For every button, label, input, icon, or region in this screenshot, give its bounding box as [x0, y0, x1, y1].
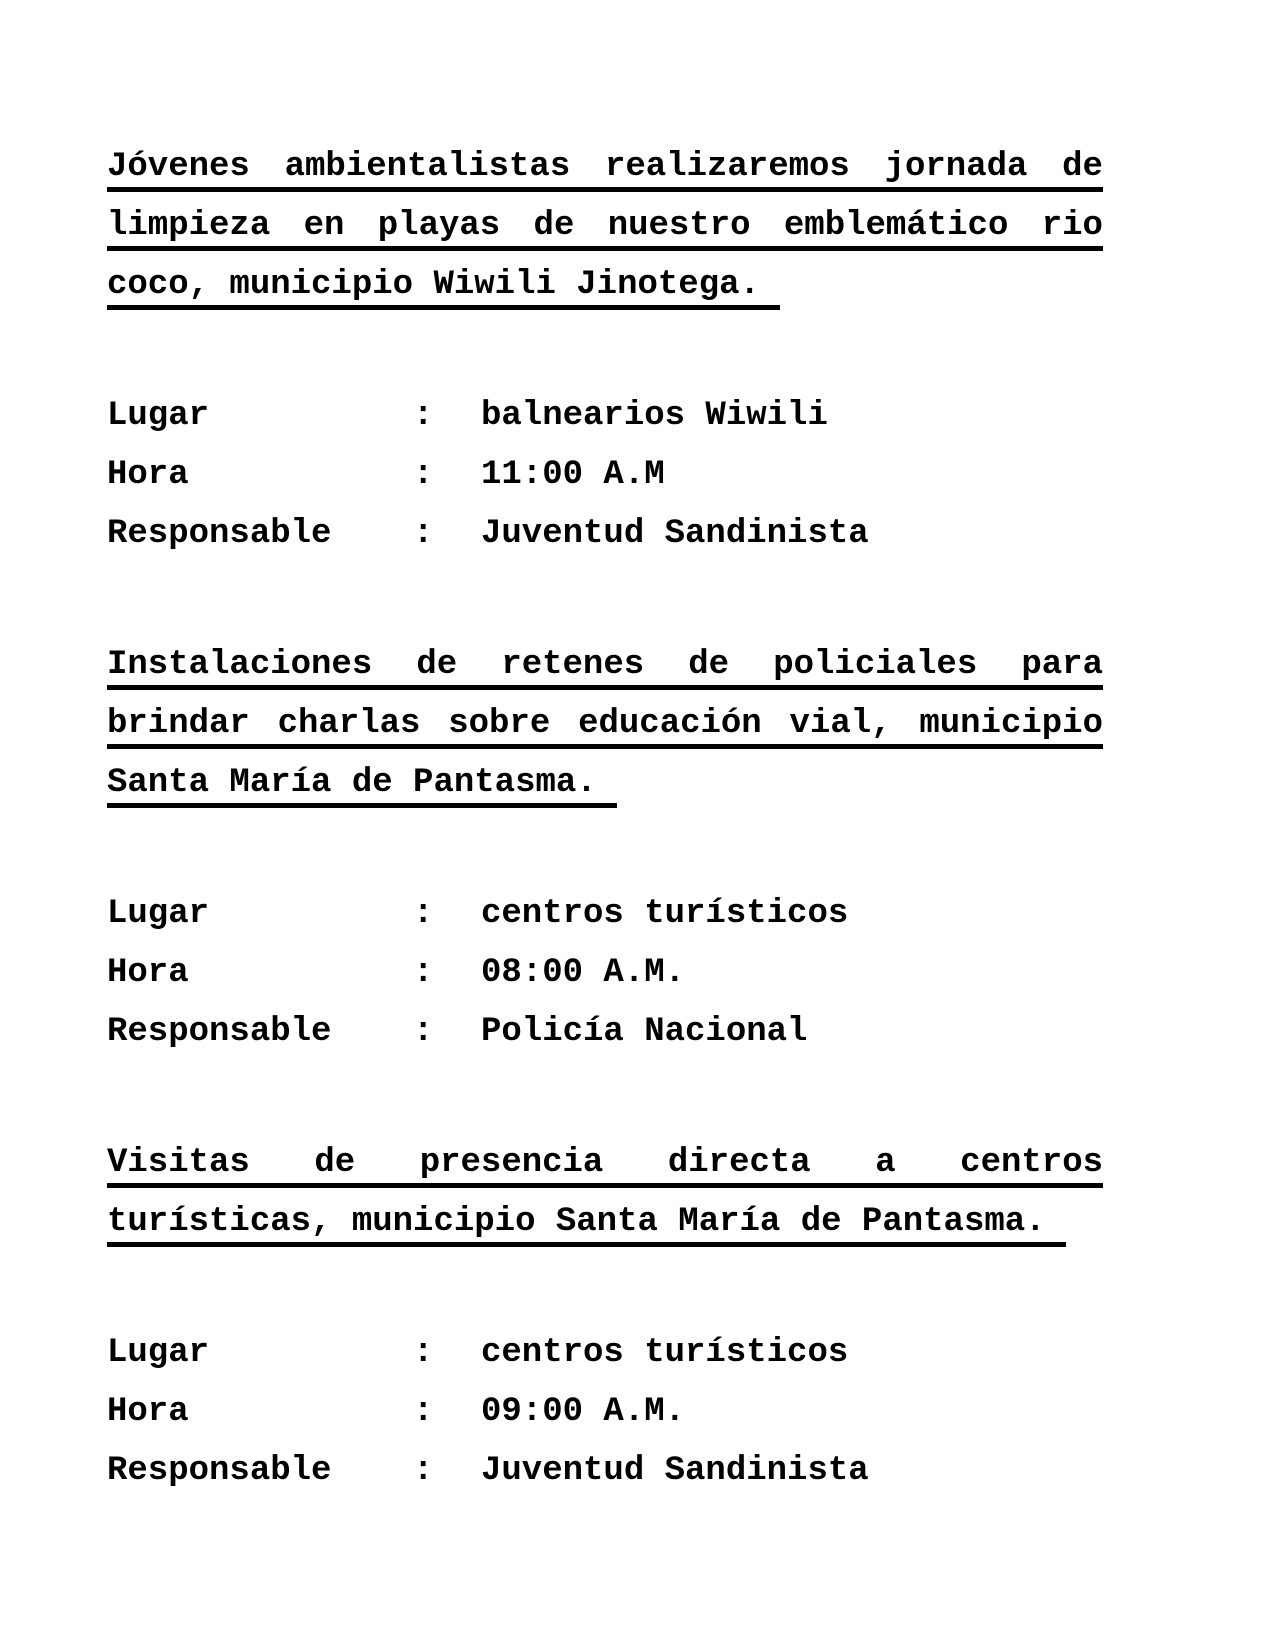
paragraph-spacer: [107, 813, 1103, 885]
heading-line-text: turísticas, municipio Santa María de Pantasma.: [107, 1193, 1066, 1252]
heading-word: de: [688, 646, 730, 684]
field-separator: :: [413, 1393, 434, 1431]
field-row: [107, 446, 1103, 505]
heading-word: de: [533, 207, 575, 245]
heading-line: [107, 636, 1103, 695]
field-list: [107, 387, 1103, 564]
section-heading: [107, 636, 1103, 813]
heading-word: en: [303, 207, 345, 245]
field-list: [107, 1324, 1103, 1501]
heading-word: directa: [667, 1144, 811, 1182]
heading-line: [107, 138, 1103, 197]
field-value: balnearios Wiwili: [481, 397, 828, 435]
field-row: [107, 885, 1103, 944]
field-row: [107, 1442, 1103, 1501]
heading-word: retenes: [501, 646, 645, 684]
paragraph-spacer: [107, 1062, 1103, 1134]
heading-word: emblemático: [783, 207, 1009, 245]
heading-word: municipio: [919, 705, 1103, 743]
field-label: Hora: [107, 954, 189, 992]
event-section: [107, 138, 1103, 636]
field-row: [107, 387, 1103, 446]
heading-word: jornada: [884, 148, 1028, 186]
heading-word: centros: [960, 1144, 1103, 1182]
field-separator: :: [413, 397, 434, 435]
heading-word: de: [1062, 148, 1103, 186]
field-list: [107, 885, 1103, 1062]
heading-word: para: [1021, 646, 1103, 684]
field-value: centros turísticos: [481, 1334, 849, 1372]
field-label: Hora: [107, 456, 189, 494]
field-separator: :: [413, 1013, 434, 1051]
heading-line: [107, 754, 1103, 813]
field-separator: :: [413, 1334, 434, 1372]
field-separator: :: [413, 515, 434, 553]
heading-word: a: [875, 1144, 896, 1182]
field-separator: :: [413, 895, 434, 933]
field-value: 11:00 A.M: [481, 456, 665, 494]
heading-word: limpieza: [107, 207, 271, 245]
field-label: Responsable: [107, 1452, 332, 1490]
field-row: [107, 1324, 1103, 1383]
heading-line-text: coco, municipio Wiwili Jinotega.: [107, 256, 780, 315]
field-value: Juventud Sandinista: [481, 515, 869, 553]
event-section: [107, 1134, 1103, 1501]
paragraph-spacer: [107, 1252, 1103, 1324]
section-heading: [107, 138, 1103, 315]
field-label: Hora: [107, 1393, 189, 1431]
field-value: centros turísticos: [481, 895, 849, 933]
heading-word: playas: [377, 207, 501, 245]
field-value: 08:00 A.M.: [481, 954, 686, 992]
heading-word: presencia: [419, 1144, 604, 1182]
field-separator: :: [413, 954, 434, 992]
field-label: Lugar: [107, 895, 210, 933]
field-row: [107, 505, 1103, 564]
event-section: [107, 636, 1103, 1134]
field-separator: :: [413, 1452, 434, 1490]
heading-word: sobre: [448, 705, 551, 743]
heading-word: charlas: [277, 705, 421, 743]
field-label: Responsable: [107, 1013, 332, 1051]
paragraph-spacer: [107, 315, 1103, 387]
heading-word: vial,: [789, 705, 892, 743]
field-value: Policía Nacional: [481, 1013, 808, 1051]
field-value: Juventud Sandinista: [481, 1452, 869, 1490]
heading-word: Instalaciones: [107, 646, 373, 684]
heading-word: nuestro: [607, 207, 751, 245]
heading-word: de: [416, 646, 458, 684]
heading-word: Jóvenes: [107, 148, 250, 186]
heading-line: [107, 695, 1103, 754]
heading-word: ambientalistas: [284, 148, 571, 186]
paragraph-spacer: [107, 564, 1103, 636]
field-label: Responsable: [107, 515, 332, 553]
heading-word: rio: [1041, 207, 1103, 245]
heading-word: policiales: [773, 646, 978, 684]
field-row: [107, 1383, 1103, 1442]
heading-line: [107, 1193, 1103, 1252]
heading-word: educación: [578, 705, 762, 743]
field-value: 09:00 A.M.: [481, 1393, 686, 1431]
heading-word: realizaremos: [604, 148, 850, 186]
heading-word: Visitas: [107, 1144, 250, 1182]
heading-line: [107, 197, 1103, 256]
heading-line-text: Santa María de Pantasma.: [107, 754, 617, 813]
heading-line: [107, 256, 1103, 315]
heading-word: de: [314, 1144, 356, 1182]
field-separator: :: [413, 456, 434, 494]
heading-line: [107, 1134, 1103, 1193]
field-row: [107, 1003, 1103, 1062]
field-label: Lugar: [107, 397, 210, 435]
field-row: [107, 944, 1103, 1003]
field-label: Lugar: [107, 1334, 210, 1372]
section-heading: [107, 1134, 1103, 1252]
heading-word: brindar: [107, 705, 250, 743]
